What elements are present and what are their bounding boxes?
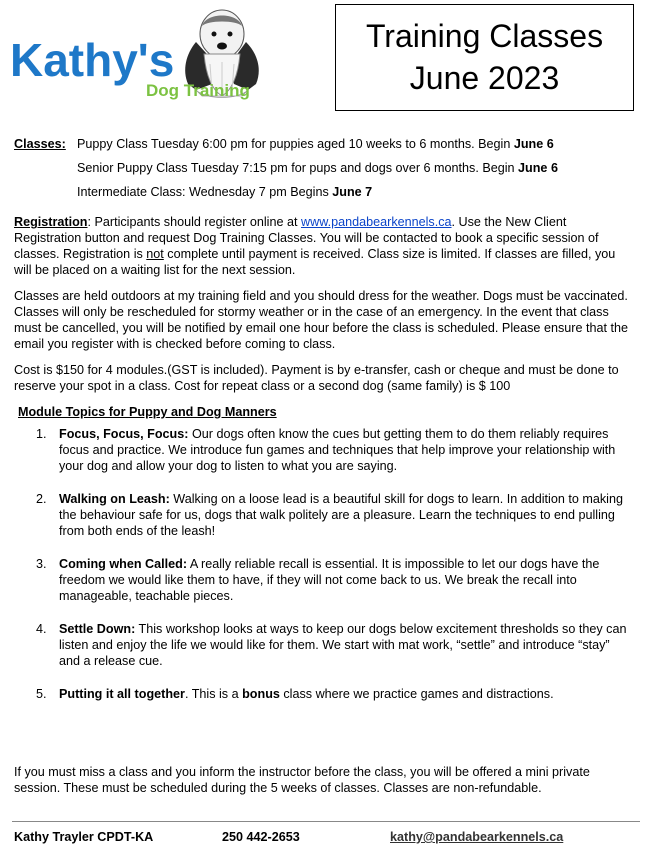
class-row [14, 136, 632, 160]
page-title: Training Classes [365, 18, 604, 54]
logo [6, 4, 276, 104]
list-item: 5. Putting it all together. This is a bonus class where we practice games and distractions. [36, 687, 554, 701]
cost-paragraph: Cost is $150 for 4 modules.(GST is included). Payment is by e-transfer, cash or cheque and must be done to reserve your spot in a class. Cost for repeat class or a second dog (same family) is $ 100 [14, 363, 619, 393]
logo-name: Kathy's [10, 34, 175, 86]
list-item: 2. Walking on Leash: Walking on a loose lead is a beautiful skill for dogs to learn. In addition to making the behaviour safe for us, dogs that walk politely are a pleasure. Learn the techniques to end pulling from both ends of the leash! [36, 492, 623, 538]
registration-paragraph: Registration: Participants should register online at www.pandabearkennels.ca. Use the New Client Registration button and request Dog Training Classes. You will be contacted to book a specific session of classes. Registration is not complete until payment is received. Class size is limited. If classes are filled, you will be placed on a waiting list for the next session. [14, 215, 616, 277]
kennels-website-link[interactable]: www.pandabearkennels.ca [301, 215, 452, 229]
class-row [14, 184, 632, 214]
footer-divider [12, 821, 640, 822]
missed-class-paragraph: If you must miss a class and you inform the instructor before the class, you will be offered a mini private session. These must be scheduled during the 5 weeks of classes. Classes are non-refundable. [14, 765, 590, 795]
list-item: 4. Settle Down: This workshop looks at ways to keep our dogs below excitement thresholds so they can listen and enjoy the life we would like for them. We start with mat work, “settle” and introduce “stay” and a release cue. [36, 622, 627, 668]
class-text: Senior Puppy Class Tuesday 7:15 pm for pups and dogs over 6 months. Begin June 6 [77, 161, 558, 175]
class-row [14, 160, 632, 184]
module-list [14, 426, 632, 702]
instructor-name: Kathy Trayler CPDT-KA [14, 830, 154, 844]
class-text: Intermediate Class: Wednesday 7 pm Begins June 7 [77, 185, 373, 199]
list-item: 3. Coming when Called: A really reliable recall is essential. It is impossible to let our dogs have the freedom we would like them to have, if they will not come back to us. We break the recall into manageable, teachable pieces. [36, 557, 600, 603]
main-content [14, 136, 632, 719]
page-subtitle: June 2023 [409, 60, 560, 96]
logo-tagline: Dog Training [146, 81, 250, 100]
list-item: 1. Focus, Focus, Focus: Our dogs often know the cues but getting them to do them reliably requires focus and practice. We introduce fun games and techniques that help improve your relationship with your dog and allow your dog to listen to what you are saying. [36, 427, 616, 473]
title-box [335, 4, 634, 111]
modules-heading: Module Topics for Puppy and Dog Manners [18, 405, 277, 419]
outdoors-paragraph: Classes are held outdoors at my training field and you should dress for the weather. Dogs must be vaccinated. Classes will only be rescheduled for stormy weather or in the case of an emergency. In the event that class must be cancelled, you will be notified by email one hour before the class is scheduled. Please ensure that the email you register with is checked before coming to class. [14, 289, 628, 351]
dog-logo-icon [6, 4, 276, 104]
email-link[interactable]: kathy@pandabearkennels.ca [390, 830, 564, 844]
class-text: Puppy Class Tuesday 6:00 pm for puppies aged 10 weeks to 6 months. Begin June 6 [77, 137, 554, 151]
phone-number: 250 442-2653 [222, 830, 300, 844]
registration-label: Registration [14, 215, 88, 229]
classes-label: Classes: [14, 137, 66, 151]
